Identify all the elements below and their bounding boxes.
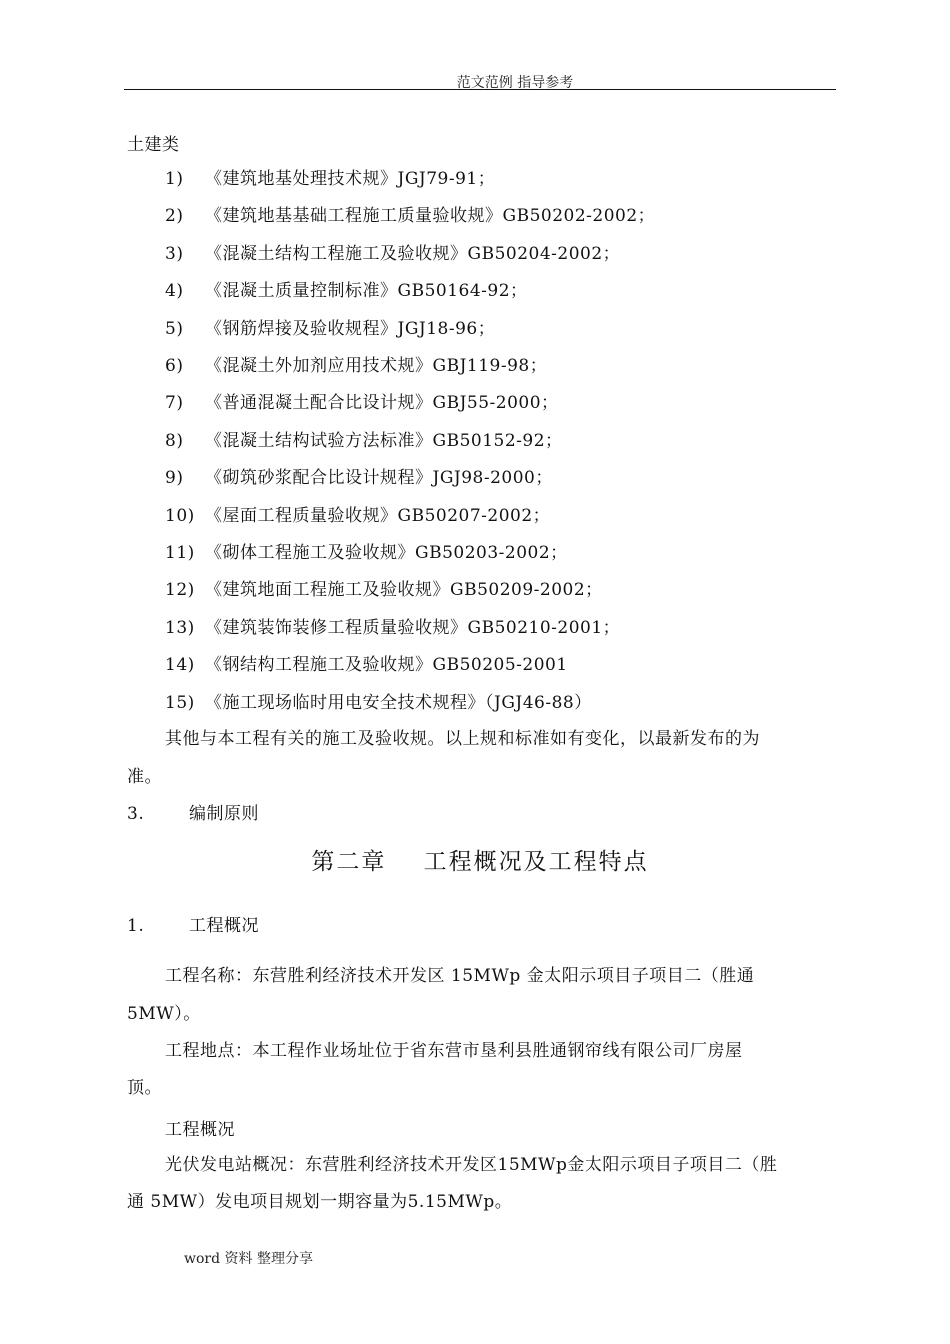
standard-item <box>165 426 563 451</box>
standard-number: 14) <box>165 655 195 676</box>
standard-text: 《砌筑砂浆配合比设计规程》JGJ98-2000； <box>205 468 553 489</box>
standard-text: 《普通混凝土配合比设计规》GBJ55-2000； <box>205 393 559 414</box>
standard-number: 7) <box>165 393 184 414</box>
pv-overview-line2: 通 5MW）发电项目规划一期容量为5.15MWp。 <box>127 1192 513 1212</box>
section-1-heading <box>127 911 259 936</box>
other-note-line2: 准。 <box>127 767 162 787</box>
section-3-title: 编制原则 <box>189 804 259 824</box>
pv-overview-line1: 光伏发电站概况：东营胜利经济技术开发区15MWp金太阳示项目子项目二（胜 <box>165 1155 778 1175</box>
standard-text: 《建筑地基处理技术规》JGJ79-91； <box>205 169 496 189</box>
section-3-heading <box>127 799 259 824</box>
standard-item <box>165 314 495 339</box>
standard-number: 10) <box>165 505 195 526</box>
standard-item <box>165 613 620 638</box>
other-note-line1: 其他与本工程有关的施工及验收规。以上规和标准如有变化，以最新发布的为 <box>165 729 760 749</box>
standard-text: 《混凝土外加剂应用技术规》GBJ119-98； <box>205 356 548 376</box>
section-3-number: 3. <box>127 804 145 824</box>
standard-text: 《屋面工程质量验收规》GB50207-2002； <box>205 505 551 526</box>
section-title: 土建类 <box>127 135 180 155</box>
project-name-line2: 5MW）。 <box>127 1004 201 1024</box>
standard-text: 《钢筋焊接及验收规程》JGJ18-96； <box>205 318 496 339</box>
standard-item <box>165 688 592 713</box>
standard-text: 《混凝土结构工程施工及验收规》GB50204-2002； <box>205 243 621 264</box>
standard-item <box>165 501 550 526</box>
standard-item <box>165 164 495 189</box>
standard-number: 15) <box>165 692 195 713</box>
standard-item <box>165 575 603 600</box>
standard-number: 6) <box>165 356 184 376</box>
section-1-number: 1. <box>127 916 145 936</box>
page-footer: word 资料 整理分享 <box>184 1251 313 1267</box>
standard-item <box>165 650 568 675</box>
standard-number: 4) <box>165 281 184 302</box>
overview-heading: 工程概况 <box>165 1120 235 1140</box>
standard-text: 《建筑装饰装修工程质量验收规》GB50210-2001； <box>205 617 621 638</box>
standard-text: 《砌体工程施工及验收规》GB50203-2002； <box>205 543 568 563</box>
standard-text: 《施工现场临时用电安全技术规程》（JGJ46-88） <box>205 692 592 713</box>
standard-item <box>165 276 528 301</box>
project-location-line2: 顶。 <box>127 1078 162 1098</box>
standard-number: 2) <box>165 206 184 227</box>
standard-item <box>165 201 655 226</box>
standard-number: 13) <box>165 617 195 638</box>
standard-item <box>165 388 559 413</box>
page-header: 范文范例 指导参考 <box>456 75 574 91</box>
standard-number: 1) <box>165 169 184 189</box>
standard-item <box>165 351 547 376</box>
standard-item <box>165 239 620 264</box>
project-name-line1: 工程名称：东营胜利经济技术开发区 15MWp 金太阳示项目子项目二（胜通 <box>165 966 755 986</box>
section-1-title: 工程概况 <box>189 916 259 936</box>
standard-number: 5) <box>165 318 184 339</box>
standard-text: 《混凝土质量控制标准》GB50164-92； <box>205 281 528 302</box>
standard-number: 9) <box>165 468 184 489</box>
project-location-line1: 工程地点：本工程作业场址位于省东营市垦利县胜通钢帘线有限公司厂房屋 <box>165 1041 743 1061</box>
standard-number: 12) <box>165 580 195 601</box>
standard-number: 8) <box>165 430 184 451</box>
standard-text: 《建筑地基基础工程施工质量验收规》GB50202-2002； <box>205 206 656 227</box>
standard-number: 3) <box>165 243 184 264</box>
standard-item <box>165 463 553 488</box>
standard-item <box>165 538 568 563</box>
standard-text: 《混凝土结构试验方法标准》GB50152-92； <box>205 430 563 451</box>
header-divider <box>124 89 836 90</box>
standard-number: 11) <box>165 543 195 563</box>
chapter-title: 第二章 工程概况及工程特点 <box>311 849 649 875</box>
standard-text: 《建筑地面工程施工及验收规》GB50209-2002； <box>205 580 603 601</box>
standard-text: 《钢结构工程施工及验收规》GB50205-2001 <box>205 655 568 676</box>
